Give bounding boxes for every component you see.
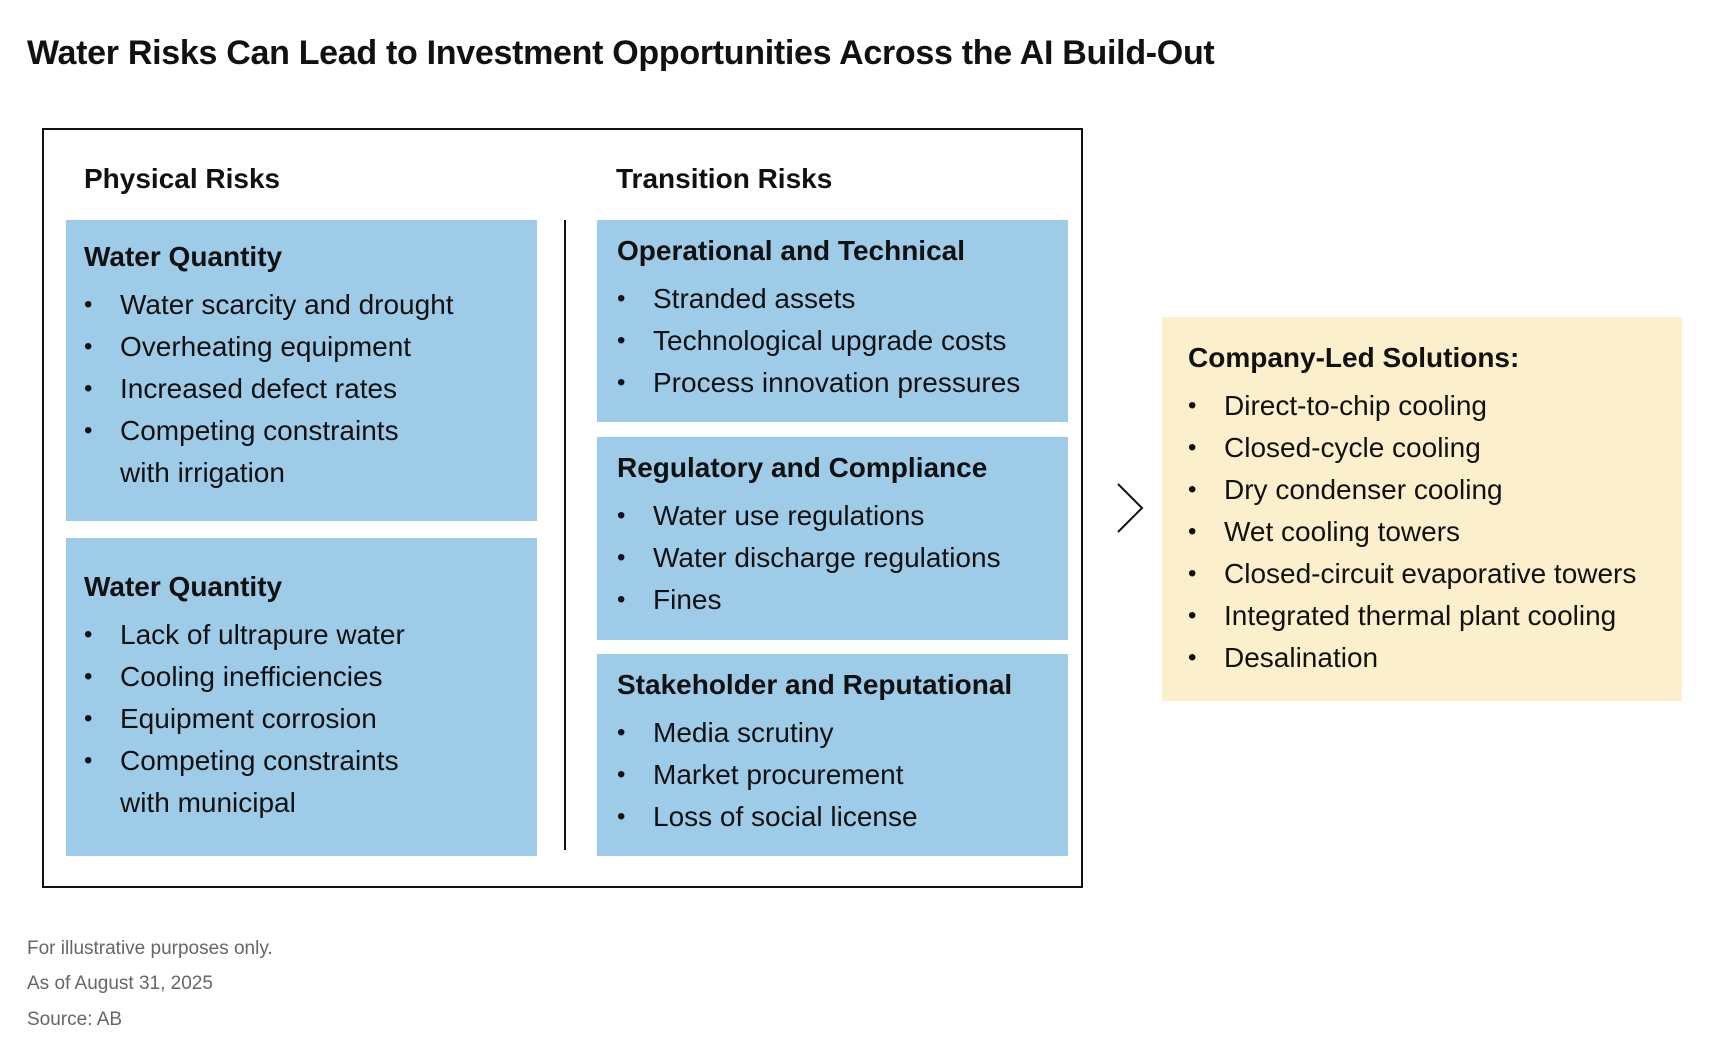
list-item: • Technological upgrade costs bbox=[617, 320, 1050, 362]
list-item: • Desalination bbox=[1188, 637, 1656, 679]
card-title: Water Quantity bbox=[84, 571, 283, 602]
list-item: • Closed-circuit evaporative towers bbox=[1188, 553, 1656, 595]
list-item: • Process innovation pressures bbox=[617, 362, 1050, 404]
list-item: • Stranded assets bbox=[617, 278, 1050, 320]
list-item: • Water scarcity and drought bbox=[84, 284, 519, 326]
list-item: • Cooling inefficiencies bbox=[84, 656, 519, 698]
bullet-list bbox=[617, 278, 1050, 404]
card-title: Stakeholder and Reputational bbox=[617, 669, 1013, 700]
physical-risks-heading: Physical Risks bbox=[84, 163, 281, 194]
list-item: • Overheating equipment bbox=[84, 326, 519, 368]
card-title: Regulatory and Compliance bbox=[617, 452, 988, 483]
list-item: • Competing constraints with municipal bbox=[84, 740, 420, 824]
list-item: • Market procurement bbox=[617, 754, 1050, 796]
bullet-list bbox=[84, 614, 519, 824]
list-item: • Dry condenser cooling bbox=[1188, 469, 1656, 511]
list-item: • Competing constraints with irrigation bbox=[84, 410, 420, 494]
transition-card-operational bbox=[597, 220, 1068, 422]
list-item: • Media scrutiny bbox=[617, 712, 1050, 754]
bullet-list bbox=[617, 712, 1050, 838]
footnote-as-of: As of August 31, 2025 bbox=[27, 973, 213, 994]
bullet-list bbox=[84, 284, 519, 494]
card-title: Water Quantity bbox=[84, 241, 283, 272]
footnote-source: Source: AB bbox=[27, 1009, 123, 1030]
list-item: • Wet cooling towers bbox=[1188, 511, 1656, 553]
list-item: • Loss of social license bbox=[617, 796, 1050, 838]
solutions-title: Company-Led Solutions: bbox=[1188, 342, 1520, 373]
footnote-illustrative: For illustrative purposes only. bbox=[27, 938, 273, 959]
list-item: • Integrated thermal plant cooling bbox=[1188, 595, 1656, 637]
list-item: • Direct-to-chip cooling bbox=[1188, 385, 1656, 427]
list-item: • Increased defect rates bbox=[84, 368, 519, 410]
list-item: • Fines bbox=[617, 579, 1050, 621]
chevron-right-icon bbox=[1110, 480, 1146, 536]
list-item: • Closed-cycle cooling bbox=[1188, 427, 1656, 469]
page-title: Water Risks Can Lead to Investment Opportunities Across the AI Build-Out bbox=[27, 34, 1215, 72]
column-divider bbox=[564, 220, 566, 850]
transition-card-regulatory bbox=[597, 437, 1068, 640]
transition-card-stakeholder bbox=[597, 654, 1068, 856]
physical-card-water-quantity-1 bbox=[66, 220, 537, 521]
list-item: • Lack of ultrapure water bbox=[84, 614, 519, 656]
list-item: • Equipment corrosion bbox=[84, 698, 519, 740]
solutions-box bbox=[1162, 317, 1682, 701]
list-item: • Water use regulations bbox=[617, 495, 1050, 537]
card-title: Operational and Technical bbox=[617, 235, 966, 266]
bullet-list bbox=[617, 495, 1050, 621]
physical-card-water-quantity-2 bbox=[66, 538, 537, 856]
solutions-list bbox=[1188, 385, 1656, 679]
transition-risks-heading: Transition Risks bbox=[616, 163, 833, 194]
list-item: • Water discharge regulations bbox=[617, 537, 1050, 579]
